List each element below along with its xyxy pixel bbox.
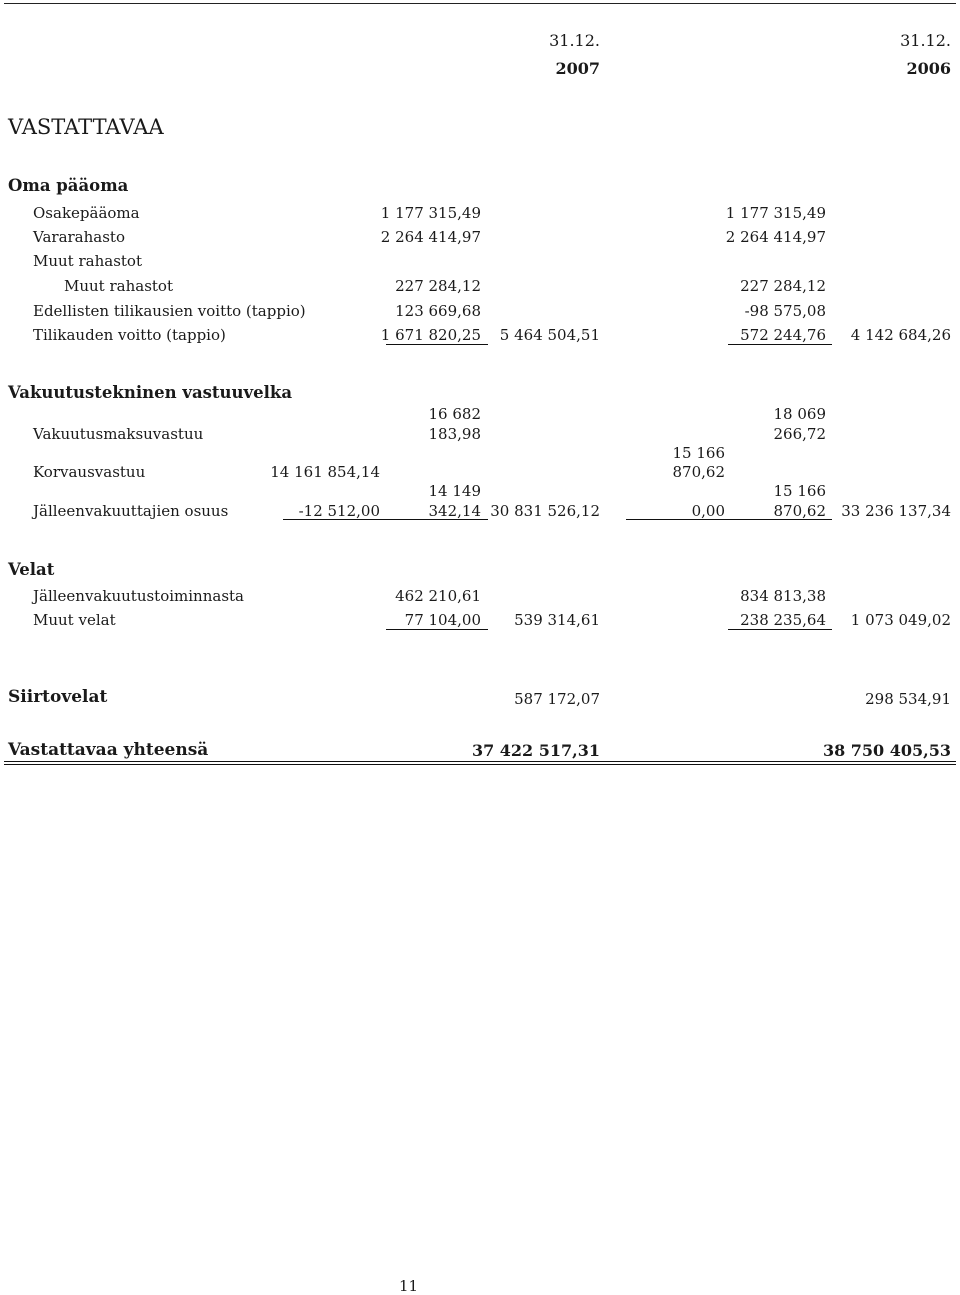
row-label-tilikauden: Tilikauden voitto (tappio): [33, 326, 226, 344]
total-oma-paaoma-2006: 4 142 684,26: [850, 326, 951, 344]
section-vakuutustekninen: Vakuutustekninen vastuuvelka: [8, 383, 293, 402]
row-label-muut-velat: Muut velat: [33, 611, 116, 629]
year-2006: 2006: [906, 59, 951, 78]
page-number: 11: [399, 1277, 419, 1295]
value-edellisten-2006: -98 575,08: [744, 302, 826, 320]
value-net-2007-b: 342,14: [428, 502, 481, 520]
underline-tilikauden-2006: [728, 344, 832, 345]
row-label-korvausvastuu: Korvausvastuu: [33, 463, 146, 481]
underline-tilikauden-2007: [386, 344, 488, 345]
value-osakepaaoma-2006: 1 177 315,49: [725, 204, 826, 222]
value-osakepaaoma-2007: 1 177 315,49: [380, 204, 481, 222]
underline-jalleenvakuuttajien-2006: [626, 519, 832, 520]
underline-muut-velat-2006: [728, 629, 832, 630]
underline-muut-velat-2007: [386, 629, 488, 630]
double-underline-total: [4, 761, 956, 765]
date-2006: 31.12.: [900, 31, 951, 50]
value-muut-velat-2006: 238 235,64: [740, 611, 826, 629]
row-label-vararahasto: Vararahasto: [33, 228, 125, 246]
value-vastattavaa-yhteensa-2006: 38 750 405,53: [822, 741, 951, 760]
row-label-jalleenvakuutustoiminnasta: Jälleenvakuutustoiminnasta: [33, 587, 244, 605]
total-velat-2007: 539 314,61: [514, 611, 600, 629]
row-label-jalleenvakuuttajien: Jälleenvakuuttajien osuus: [33, 502, 229, 520]
total-vakuutustekninen-2006: 33 236 137,34: [841, 502, 951, 520]
row-label-vakuutusmaksuvastuu: Vakuutusmaksuvastuu: [33, 425, 204, 443]
row-label-siirtovelat: Siirtovelat: [8, 687, 108, 707]
date-2007: 31.12.: [549, 31, 600, 50]
row-label-muut-rahastot: Muut rahastot: [64, 277, 173, 295]
value-net-2006-a: 15 166: [773, 482, 826, 500]
row-label-vastattavaa-yhteensa: Vastattavaa yhteensä: [8, 740, 209, 760]
row-label-edellisten: Edellisten tilikausien voitto (tappio): [33, 302, 306, 320]
total-velat-2006: 1 073 049,02: [850, 611, 951, 629]
value-tilikauden-2006: 572 244,76: [740, 326, 826, 344]
value-vararahasto-2007: 2 264 414,97: [380, 228, 481, 246]
value-muut-rahastot-2007: 227 284,12: [395, 277, 481, 295]
value-siirtovelat-2006: 298 534,91: [865, 690, 951, 708]
page-title: VASTATTAVAA: [8, 115, 164, 139]
row-label-osakepaaoma: Osakepääoma: [33, 204, 140, 222]
value-net-2007-a: 14 149: [428, 482, 481, 500]
value-jalleenvakuutustoiminnasta-2006: 834 813,38: [740, 587, 826, 605]
value-vakuutusmaksuvastuu-2007-a: 16 682: [428, 405, 481, 423]
value-siirtovelat-2007: 587 172,07: [514, 690, 600, 708]
value-edellisten-2007: 123 669,68: [395, 302, 481, 320]
section-velat: Velat: [8, 560, 55, 579]
section-oma-paaoma: Oma pääoma: [8, 176, 129, 195]
year-2007: 2007: [555, 59, 600, 78]
value-korvausvastuu-2006-a: 15 166: [672, 444, 725, 462]
total-oma-paaoma-2007: 5 464 504,51: [499, 326, 600, 344]
value-korvausvastuu-2006-b: 870,62: [672, 463, 725, 481]
underline-jalleenvakuuttajien-2007: [283, 519, 488, 520]
value-net-2006-b: 870,62: [773, 502, 826, 520]
value-korvausvastuu-2007: 14 161 854,14: [270, 463, 380, 481]
subheading-muut-rahastot: Muut rahastot: [33, 252, 142, 270]
value-vastattavaa-yhteensa-2007: 37 422 517,31: [471, 741, 600, 760]
value-tilikauden-2007: 1 671 820,25: [380, 326, 481, 344]
value-jalleenvakuutustoiminnasta-2007: 462 210,61: [395, 587, 481, 605]
total-vakuutustekninen-2007: 30 831 526,12: [490, 502, 600, 520]
value-vararahasto-2006: 2 264 414,97: [725, 228, 826, 246]
top-border: [4, 3, 956, 4]
value-muut-rahastot-2006: 227 284,12: [740, 277, 826, 295]
value-vakuutusmaksuvastuu-2006-b: 266,72: [773, 425, 826, 443]
value-jalleenvakuuttajien-2007: -12 512,00: [298, 502, 380, 520]
value-vakuutusmaksuvastuu-2007-b: 183,98: [428, 425, 481, 443]
value-jalleenvakuuttajien-2006: 0,00: [691, 502, 725, 520]
value-muut-velat-2007: 77 104,00: [404, 611, 481, 629]
value-vakuutusmaksuvastuu-2006-a: 18 069: [773, 405, 826, 423]
